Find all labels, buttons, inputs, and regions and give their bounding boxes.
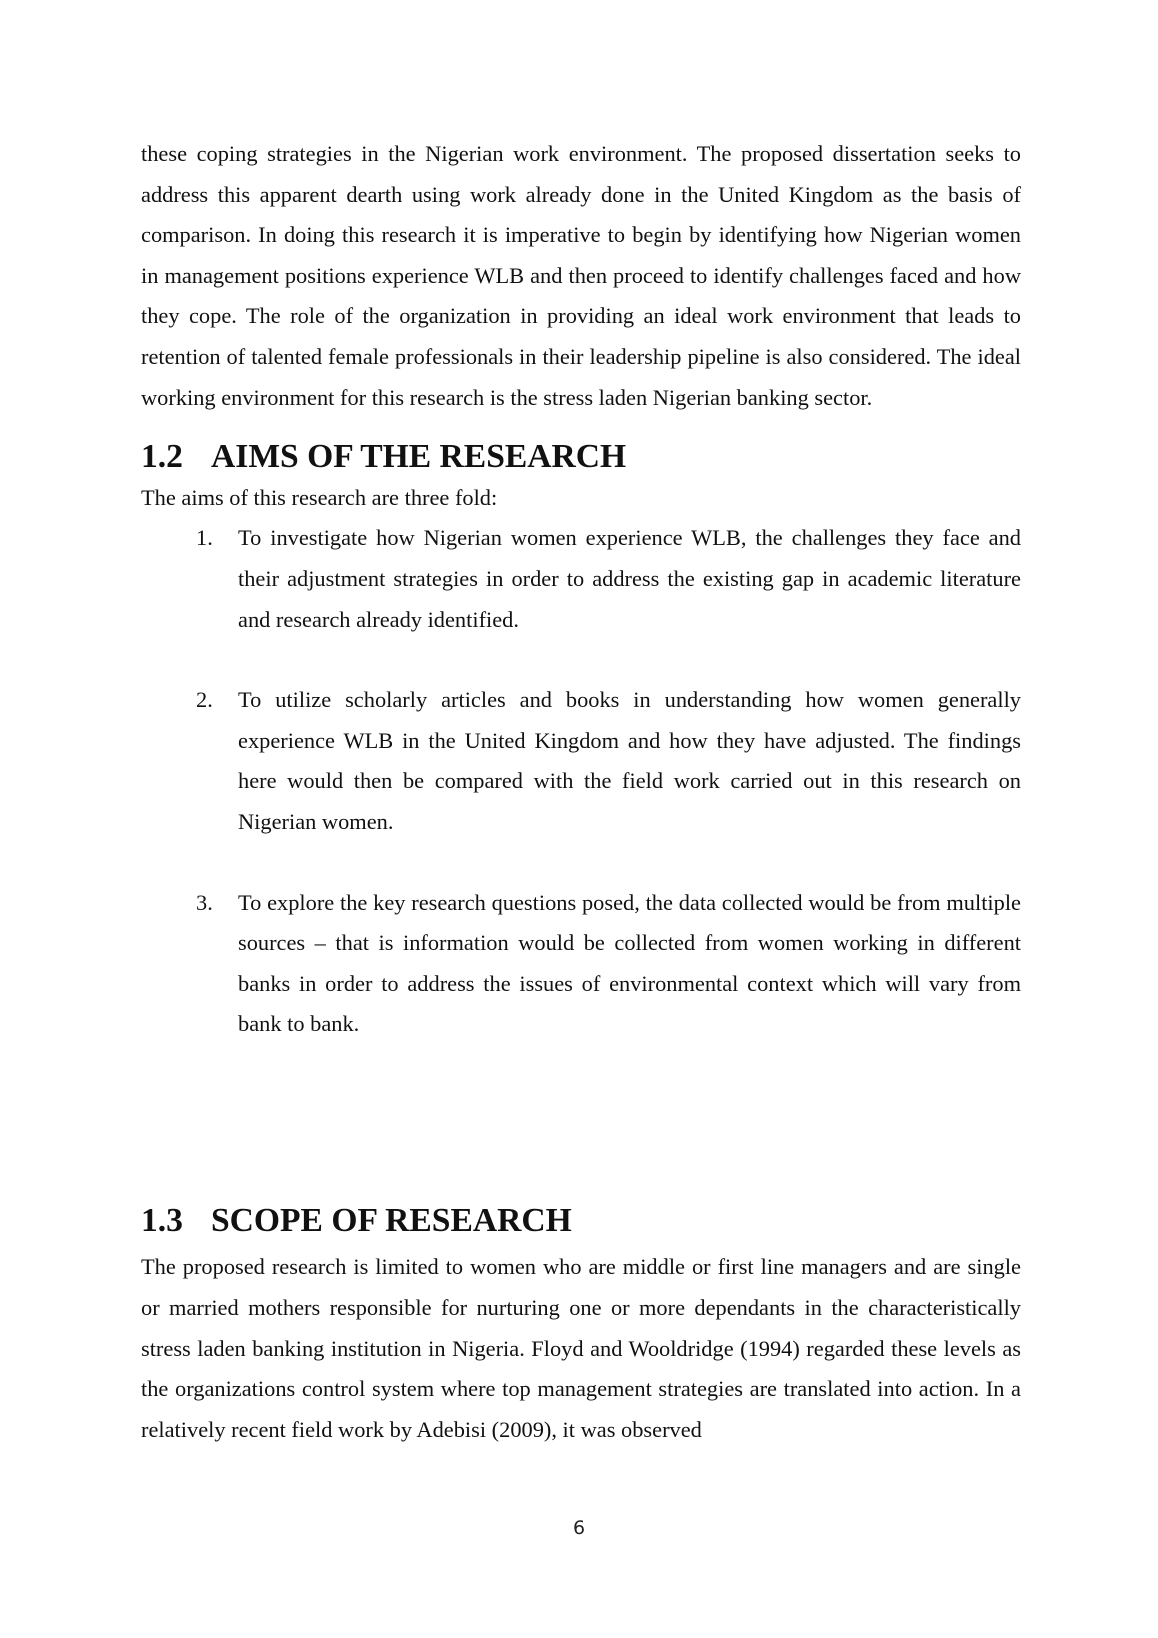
list-item-text: To explore the key research questions posed, the data collected would be from multiple sources – that is information would be collected from women working in different banks in order to address the issues of environmental context which will vary from bank to bank. (238, 889, 1021, 1037)
intro-paragraph: these coping strategies in the Nigerian work environment. The proposed dissertation seeks to address this apparent dearth using work already done in the United Kingdom as the basis of comparison. In doing this research it is imperative to begin by identifying how Nigerian women in management positions experience WLB and then proceed to identify challenges faced and how they cope. The role of the organization in providing an ideal work environment that leads to retention of talented female professionals in their leadership pipeline is also considered. The ideal working environment for this research is the stress laden Nigerian banking sector. (141, 141, 1021, 410)
spacer (141, 640, 1021, 680)
section-title: SCOPE OF RESEARCH (211, 1201, 572, 1239)
list-item-text: To investigate how Nigerian women experience WLB, the challenges they face and their adjustment strategies in order to address the existing gap in academic literature and research already identified. (238, 525, 1021, 632)
spacer (141, 843, 1021, 883)
list-marker: 2. (196, 687, 213, 713)
list-item (141, 680, 1021, 842)
list-item-text: To utilize scholarly articles and books in understanding how women generally experience WLB in the United Kingdom and how they have adjusted. The findings here would then be compared with the field work carried out in this research on Nigerian women. (238, 687, 1021, 834)
section-number: 1.3 (141, 1201, 183, 1239)
scope-paragraph: The proposed research is limited to women who are middle or first line managers and are single or married mothers responsible for nurturing one or more dependants in the characteristically stress laden banking institution in Nigeria. Floyd and Wooldridge (1994) regarded these levels as the organizations control system where top management strategies are translated into action. In a relatively recent field work by Adebisi (2009), it was observed (141, 1254, 1021, 1442)
section-number: 1.2 (141, 438, 183, 476)
page-number: 6 (572, 1517, 586, 1539)
list-marker: 1. (196, 525, 213, 551)
section-heading-scope (141, 1201, 1021, 1242)
list-item (141, 883, 1021, 1045)
document-page (141, 134, 1021, 1450)
list-item (141, 518, 1021, 640)
list-marker: 3. (196, 889, 213, 915)
aims-list (141, 518, 1021, 1045)
aims-intro: The aims of this research are three fold: (141, 484, 498, 510)
section-heading-aims (141, 437, 1021, 478)
spacer (141, 418, 1021, 437)
section-title: AIMS OF THE RESEARCH (211, 438, 627, 476)
spacer (141, 1045, 1021, 1201)
